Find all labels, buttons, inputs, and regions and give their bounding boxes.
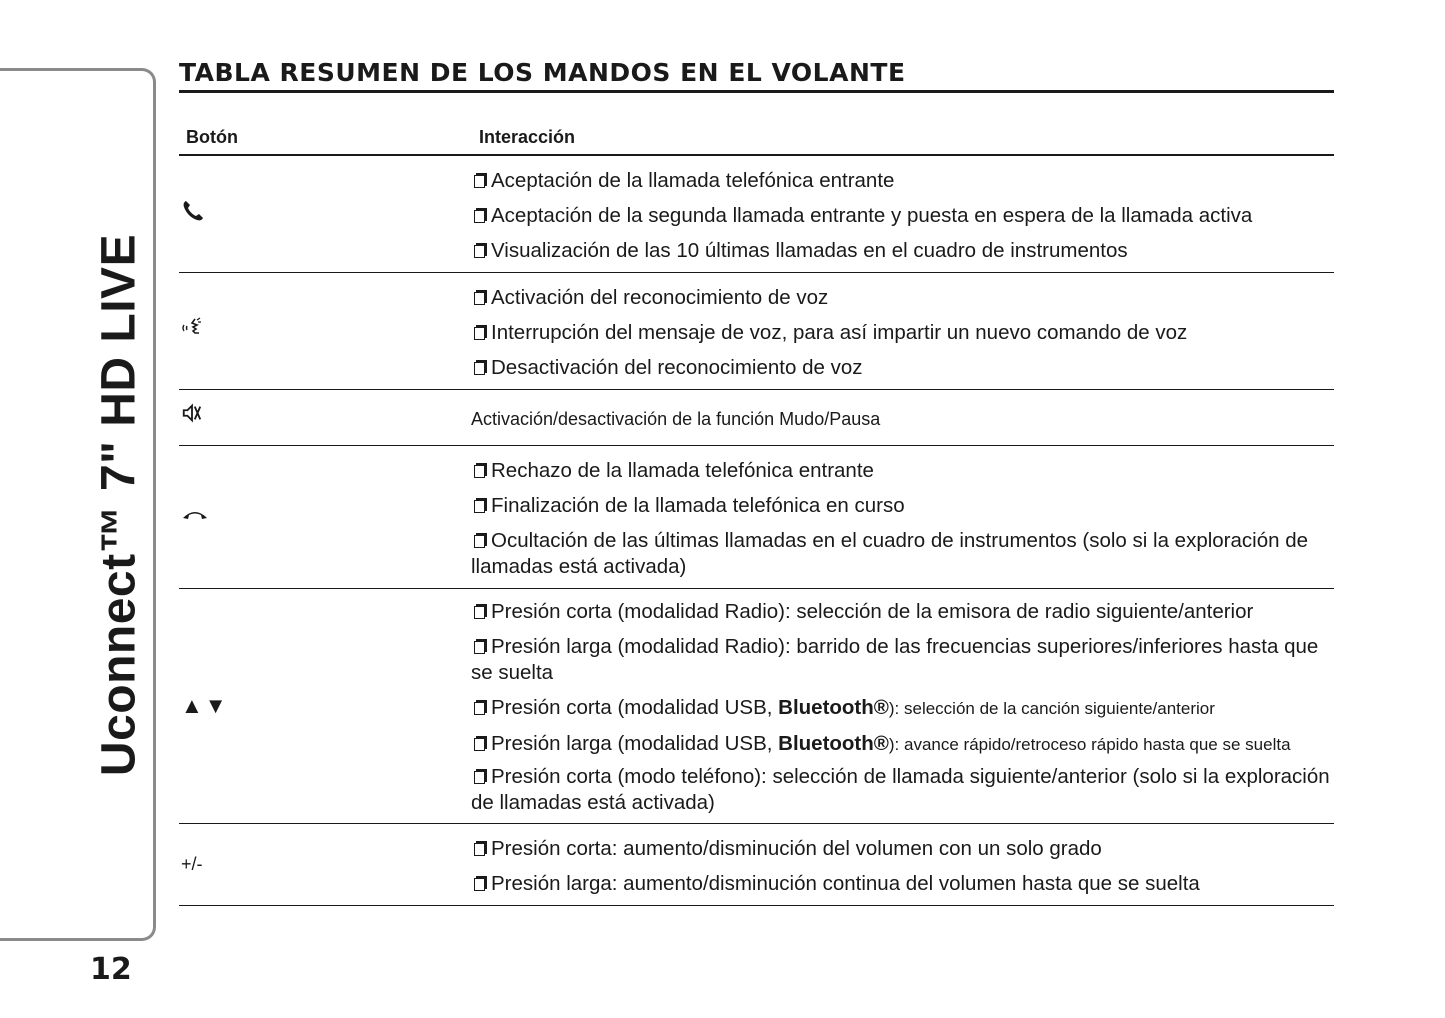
bullet-box-icon (474, 245, 485, 258)
table-row (179, 389, 1334, 445)
list-item: Rechazo de la llamada telefónica entrante (471, 458, 1334, 484)
list-item: Presión corta: aumento/disminución del volumen con un solo grado (471, 836, 1334, 862)
list-item: Desactivación del reconocimiento de voz (471, 355, 1334, 381)
voice-recognition-icon (181, 316, 205, 345)
list-item: Finalización de la llamada telefónica en curso (471, 493, 1334, 519)
bullet-box-icon (474, 771, 485, 784)
bullet-box-icon (474, 210, 485, 223)
bullet-box-icon (474, 535, 485, 548)
list-item: Presión larga (modalidad USB, Bluetooth®): avance rápido/retroceso rápido hasta que se suelta (471, 731, 1334, 758)
table-row (179, 272, 1334, 389)
up-down-arrows-icon: ▲▼ (181, 692, 229, 718)
list-item: Presión larga: aumento/disminución continua del volumen hasta que se suelta (471, 871, 1334, 897)
table-row (179, 588, 1334, 823)
table-row (179, 155, 1334, 272)
list-item: Aceptación de la segunda llamada entrante y puesta en espera de la llamada activa (471, 203, 1334, 229)
bullet-box-icon (474, 843, 485, 856)
bullet-box-icon (474, 606, 485, 619)
phone-accept-icon (181, 199, 205, 228)
table-header-row (179, 122, 1334, 155)
volume-plus-minus-label: +/- (181, 853, 203, 874)
table-row (179, 823, 1334, 905)
table-row (179, 445, 1334, 588)
bullet-box-icon (474, 362, 485, 375)
header-interaction: Interacción (471, 122, 1334, 155)
phone-hangup-icon (181, 506, 209, 527)
page-number: 12 (90, 952, 132, 987)
bullet-box-icon (474, 175, 485, 188)
list-item: Aceptación de la llamada telefónica entrante (471, 168, 1334, 194)
bullet-box-icon (474, 878, 485, 891)
side-section-title-text: Uconnect™ 7" HD LIVE (92, 233, 146, 777)
list-item: Interrupción del mensaje de voz, para así impartir un nuevo comando de voz (471, 320, 1334, 346)
controls-summary-table (179, 122, 1334, 906)
mute-icon (181, 402, 203, 429)
bullet-box-icon (474, 292, 485, 305)
list-item: Presión corta (modalidad Radio): selección de la emisora de radio siguiente/anterior (471, 599, 1334, 625)
list-item: Presión larga (modalidad Radio): barrido de las frecuencias superiores/inferiores hasta que se suelta (471, 635, 1319, 684)
list-item: Presión corta (modalidad USB, Bluetooth®): selección de la canción siguiente/anterior (471, 695, 1334, 722)
bullet-box-icon (474, 641, 485, 654)
bullet-box-icon (474, 327, 485, 340)
bullet-box-icon (474, 465, 485, 478)
mute-description: Activación/desactivación de la función Mudo/Pausa (471, 409, 881, 429)
header-button: Botón (179, 122, 471, 155)
list-item: Activación del reconocimiento de voz (471, 285, 1334, 311)
list-item: Visualización de las 10 últimas llamadas en el cuadro de instrumentos (471, 238, 1334, 264)
page-title: TABLA RESUMEN DE LOS MANDOS EN EL VOLANTE (179, 56, 1334, 93)
list-item: Presión corta (modo teléfono): selección de llamada siguiente/anterior (solo si la exploración de llamadas está activada) (471, 765, 1330, 814)
bullet-box-icon (474, 702, 485, 715)
list-item: Ocultación de las últimas llamadas en el cuadro de instrumentos (solo si la exploración de llamadas está activada) (471, 528, 1309, 578)
bullet-box-icon (474, 500, 485, 513)
bullet-box-icon (474, 738, 485, 751)
